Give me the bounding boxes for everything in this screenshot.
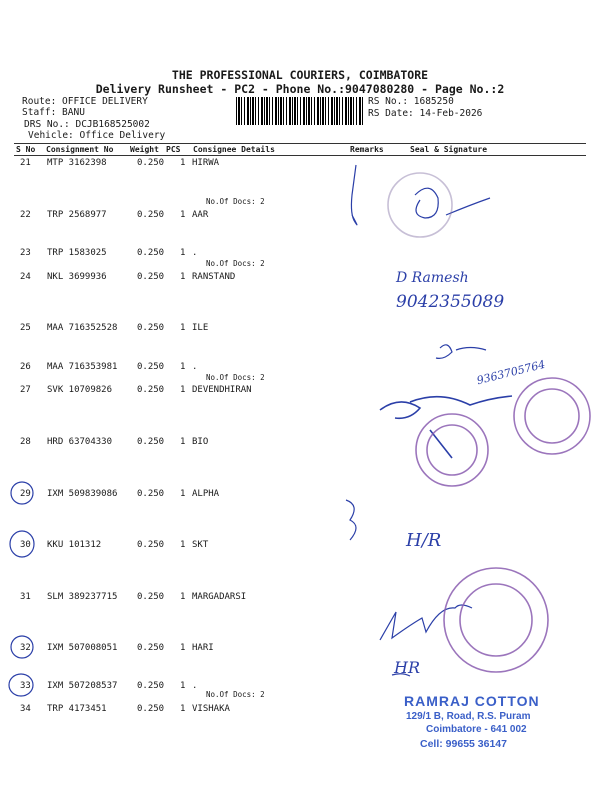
row-consignment: TRP 4173451 (47, 704, 107, 714)
handwriting-phone-24: 9042355089 (396, 292, 505, 312)
company-title: THE PROFESSIONAL COURIERS, COIMBATORE (171, 68, 429, 82)
row-consignee: HARI (192, 643, 214, 653)
col-weight: Weight (130, 145, 159, 154)
row-weight: 0.250 (137, 704, 165, 714)
row-weight: 0.250 (137, 385, 165, 395)
vehicle-label: Vehicle: Office Delivery (28, 130, 166, 141)
row-weight: 0.250 (137, 489, 165, 499)
row-pcs: 1 (180, 704, 186, 714)
staff-label: Staff: BANU (22, 107, 85, 118)
row-weight: 0.250 (137, 681, 165, 691)
row-pcs: 1 (180, 489, 186, 499)
stamp-ramraj-cell: Cell: 99655 36147 (420, 738, 507, 750)
row-consignee: DEVENDHIRAN (192, 385, 252, 395)
circle-32 (11, 636, 33, 658)
row-consignee: MARGADARSI (192, 592, 247, 602)
row-docs: No.Of Docs: 2 (206, 259, 265, 268)
rs-date: RS Date: 14-Feb-2026 (368, 108, 483, 119)
circle-33 (9, 674, 33, 696)
row-consignee: AAR (192, 210, 209, 220)
row-consignment: NKL 3699936 (47, 272, 107, 282)
row-pcs: 1 (180, 437, 186, 447)
row-sno: 31 (20, 592, 31, 602)
row-pcs: 1 (180, 362, 186, 372)
drs-label: DRS No.: DCJB168525002 (24, 119, 150, 130)
row-weight: 0.250 (137, 643, 165, 653)
row-consignment: MTP 3162398 (47, 158, 107, 168)
circle-30 (10, 531, 34, 557)
row-weight: 0.250 (137, 210, 165, 220)
row-sno: 21 (20, 158, 31, 168)
row-pcs: 1 (180, 592, 186, 602)
row-pcs: 1 (180, 643, 186, 653)
row-weight: 0.250 (137, 592, 165, 602)
row-docs: No.Of Docs: 2 (206, 197, 265, 206)
row-consignee: RANSTAND (192, 272, 236, 282)
stamp-ramraj-city: Coimbatore - 641 002 (426, 724, 527, 735)
row-pcs: 1 (180, 323, 186, 333)
signature-29 (346, 500, 356, 540)
row-sno: 24 (20, 272, 31, 282)
row-consignment: MAA 716352528 (47, 323, 118, 333)
row-docs: No.Of Docs: 2 (206, 690, 265, 699)
row-consignment: IXM 507008051 (47, 643, 118, 653)
row-consignment: IXM 509839086 (47, 489, 118, 499)
route-label: Route: OFFICE DELIVERY (22, 96, 148, 107)
row-weight: 0.250 (137, 158, 165, 168)
row-sno: 28 (20, 437, 31, 447)
handwriting-phone-26: 9363705764 (475, 357, 547, 388)
row-consignee: . (192, 681, 198, 691)
row-pcs: 1 (180, 210, 186, 220)
stamp-ramraj-address: 129/1 B, Road, R.S. Puram (406, 711, 531, 722)
row-consignee: ALPHA (192, 489, 220, 499)
row-sno: 25 (20, 323, 31, 333)
row-consignment: TRP 1583025 (47, 248, 107, 258)
row-weight: 0.250 (137, 540, 165, 550)
row-sno: 26 (20, 362, 31, 372)
col-pcs: PCS (166, 145, 181, 154)
row-pcs: 1 (180, 385, 186, 395)
handwriting-hr-30: H/R (406, 530, 442, 551)
row-consignment: HRD 63704330 (47, 437, 113, 447)
stamp-ramraj-name: RAMRAJ COTTON (404, 693, 540, 709)
row-sno: 32 (20, 643, 31, 653)
row-docs: No.Of Docs: 2 (206, 373, 265, 382)
signature-26 (436, 345, 486, 359)
col-consignment: Consignment No (46, 145, 114, 154)
signature-31 (380, 605, 472, 640)
row-consignment: KKU 101312 (47, 540, 102, 550)
row-consignee: SKT (192, 540, 209, 550)
signature-27 (380, 396, 512, 458)
row-consignment: SLM 389237715 (47, 592, 118, 602)
row-sno: 30 (20, 540, 31, 550)
row-consignment: IXM 507208537 (47, 681, 118, 691)
row-sno: 27 (20, 385, 31, 395)
row-weight: 0.250 (137, 437, 165, 447)
row-pcs: 1 (180, 681, 186, 691)
col-sno: S No (16, 145, 36, 154)
row-pcs: 1 (180, 540, 186, 550)
runsheet-subtitle: Delivery Runsheet - PC2 - Phone No.:9047080280 - Page No.:2 (95, 82, 505, 96)
row-sno: 22 (20, 210, 31, 220)
row-pcs: 1 (180, 158, 186, 168)
row-pcs: 1 (180, 248, 186, 258)
handwriting-hr-33: HR (394, 658, 420, 677)
row-consignee: BIO (192, 437, 209, 447)
row-sno: 34 (20, 704, 31, 714)
row-consignment: TRP 2568977 (47, 210, 107, 220)
row-weight: 0.250 (137, 248, 165, 258)
rs-number: RS No.: 1685250 (368, 96, 454, 107)
col-remarks: Remarks (350, 145, 384, 154)
row-weight: 0.250 (137, 323, 165, 333)
row-pcs: 1 (180, 272, 186, 282)
row-weight: 0.250 (137, 272, 165, 282)
row-consignee: . (192, 362, 198, 372)
row-consignee: . (192, 248, 198, 258)
col-seal: Seal & Signature (410, 145, 488, 154)
row-consignment: SVK 10709826 (47, 385, 113, 395)
row-sno: 29 (20, 489, 31, 499)
row-consignee: VISHAKA (192, 704, 230, 714)
row-consignee: ILE (192, 323, 209, 333)
handwriting-name-24: D Ramesh (396, 270, 469, 286)
circle-29 (11, 482, 33, 504)
signature-21-stroke (351, 165, 356, 225)
signature-22-loop (415, 188, 438, 218)
row-consignee: HIRWA (192, 158, 220, 168)
col-consignee: Consignee Details (193, 145, 275, 154)
row-sno: 33 (20, 681, 31, 691)
row-sno: 23 (20, 248, 31, 258)
row-weight: 0.250 (137, 362, 165, 372)
stamp-circle-22 (388, 173, 452, 237)
row-consignment: MAA 716353981 (47, 362, 118, 372)
